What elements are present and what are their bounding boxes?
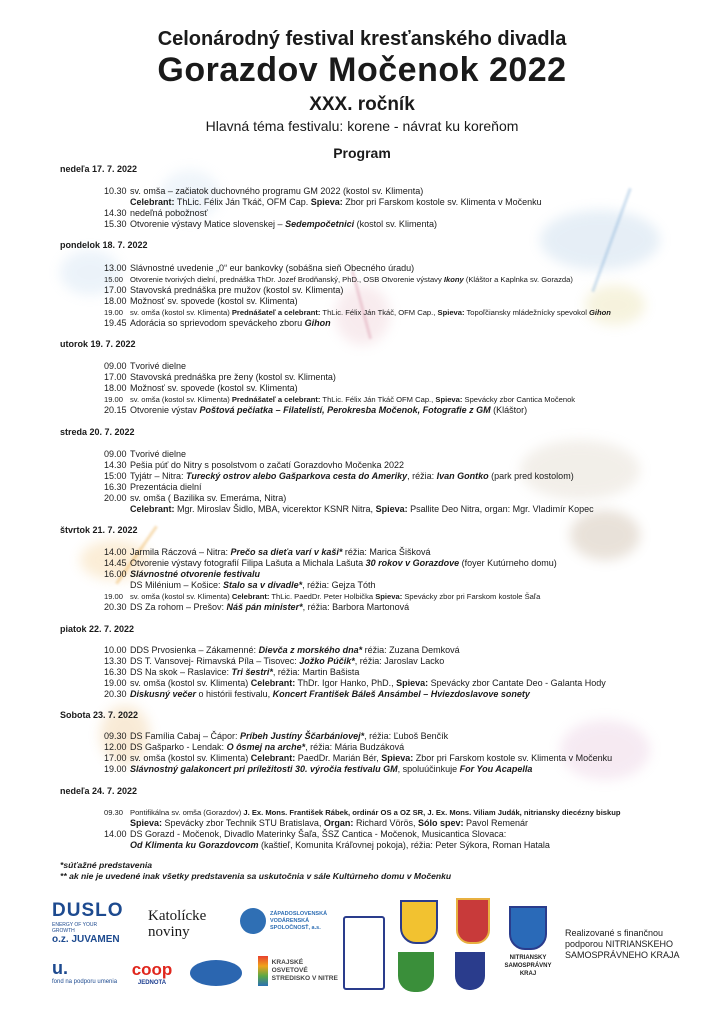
event-time: 12.00 — [104, 742, 127, 752]
water-drop-icon — [240, 908, 266, 934]
kos-mark-icon — [258, 956, 268, 986]
program-item — [104, 285, 343, 296]
event-description: Celebrant: Mgr. Miroslav Šidlo, MBA, vicerektor KSNR Nitra, Spieva: Psallite Deo Nitra, organ: Mgr. Vladimír Kopec — [130, 504, 594, 514]
event-time: 16.00 — [104, 569, 127, 579]
watercolor-splash — [560, 720, 650, 780]
funding-note: Realizované s finančnou podporou NITRIANSKEHO SAMOSPRÁVNEHO KRAJA — [565, 928, 680, 960]
event-time: 17.00 — [104, 372, 127, 382]
day-header: utorok 19. 7. 2022 — [60, 339, 136, 349]
footnote-venue: ** ak nie je uvedené inak všetky predstavenia sa uskutočnia v sále Kultúrneho domu v Močenku — [60, 871, 452, 881]
event-description: sv. omša (kostol sv. Klimenta) Celebrant: ThLic. PaedDr. Peter Holbička Spieva: Spevácky zbor pri Farskom kostole Šaľa — [130, 592, 541, 601]
program-item — [130, 818, 528, 829]
event-description: Tvorivé dielne — [130, 361, 187, 371]
program-item — [130, 504, 594, 515]
event-time: 15:00 — [104, 471, 127, 481]
event-description: sv. omša ( Bazilika sv. Emeráma, Nitra) — [130, 493, 287, 503]
program-item — [104, 731, 448, 742]
event-time: 14.30 — [104, 460, 127, 470]
event-description: DS Milénium – Košice: Stalo sa v divadle*, réžia: Gejza Tóth — [130, 580, 376, 590]
vodarenska-logo: ZÁPADOSLOVENSKÁ VODÁRENSKÁ SPOLOČNOSŤ, a.s. — [240, 908, 330, 934]
watercolor-splash — [570, 510, 640, 560]
event-time: 20.30 — [104, 689, 127, 699]
program-item — [104, 807, 621, 818]
program-item — [104, 678, 606, 689]
event-description: Slávnostné uvedenie „0“ eur bankovky (sobášna sieň Obecného úradu) — [130, 263, 415, 273]
program-item — [104, 274, 573, 285]
kos-logo: KRAJSKÉ OSVETOVÉ STREDISKO V NITRE — [258, 956, 338, 986]
event-time: 19.45 — [104, 318, 127, 328]
festival-title: Gorazdov Močenok 2022 — [157, 51, 567, 89]
event-time: 13.00 — [104, 263, 127, 273]
program-item — [104, 460, 404, 471]
event-description: nedeľná pobožnosť — [130, 208, 208, 218]
event-description: DS T. Vansovej- Rimavská Píla – Tisovec: Jožko Púčik*, réžia: Jaroslav Lacko — [130, 656, 445, 666]
program-item — [104, 372, 336, 383]
edition-label: XXX. ročník — [309, 94, 415, 115]
event-description: Tyjátr – Nitra: Turecký ostrov alebo Gašparkova cesta do Ameriky, réžia: Ivan Gontko (park pred kostolom) — [130, 471, 574, 481]
program-item — [104, 394, 575, 405]
event-time: 17.00 — [104, 753, 127, 763]
event-time: 09.30 — [104, 808, 124, 817]
event-time: 20.00 — [104, 493, 127, 503]
event-time: 16.30 — [104, 667, 127, 677]
program-item — [104, 449, 186, 460]
event-description: DDS Prvosienka – Zákamenné: Dievča z morského dna* réžia: Zuzana Demková — [130, 645, 460, 655]
program-item — [104, 383, 298, 394]
day-header: pondelok 18. 7. 2022 — [60, 240, 148, 250]
day-header: nedeľa 17. 7. 2022 — [60, 164, 138, 174]
program-item — [104, 645, 460, 656]
event-description: Slávnostné otvorenie festivalu — [130, 569, 261, 579]
nsk-logo: NITRIANSKY SAMOSPRÁVNY KRAJ — [503, 906, 553, 978]
event-description: sv. omša (kostol sv. Klimenta) Prednášateľ a celebrant: ThLic. Félix Ján Tkáč OFM Cap., Spieva: Spevácky zbor Cantica Močenok — [130, 395, 576, 404]
event-description: Od Klimenta ku Gorazdovcom (kaštieľ, Komunita Kráľovnej pokoja), réžia: Peter Sýkora, Roman Hatala — [130, 840, 550, 850]
event-description: Pešia púť do Nitry s posolstvom o začatí Gorazdovho Močenka 2022 — [130, 460, 405, 470]
event-description: DS Gorazd - Močenok, Divadlo Materinky Šaľa, ŠSZ Cantica - Močenok, Musicantica Slovaca: — [130, 829, 507, 839]
program-item — [104, 361, 186, 372]
event-description: DS Família Cabaj – Čápor: Príbeh Justíny Ščarbániovej*, réžia: Ľuboš Benčík — [130, 731, 449, 741]
nsk-shield-icon — [509, 906, 547, 950]
event-description: Spieva: Spevácky zbor Technik STU Bratislava, Organ: Richard Vörös, Sólo spev: Pavol Remenár — [130, 818, 529, 828]
watercolor-splash — [520, 440, 640, 500]
event-description: DS Za rohom – Prešov: Náš pán minister*, réžia: Barbora Martonová — [130, 602, 410, 612]
event-description: DS Na skok – Raslavice: Tri šestri*, réžia: Martin Bašista — [130, 667, 360, 677]
day-header: Sobota 23. 7. 2022 — [60, 710, 139, 720]
event-description: Stavovská prednáška pre ženy (kostol sv. Klimenta) — [130, 372, 336, 382]
event-time: 19.00 — [104, 764, 127, 774]
event-time: 09.00 — [104, 361, 127, 371]
program-item — [104, 742, 404, 753]
event-time: 10.00 — [104, 645, 127, 655]
event-description: DS Gašparko - Lendak: O ôsmej na arche*, réžia: Mária Budzáková — [130, 742, 405, 752]
program-item — [104, 296, 298, 307]
gorazdov-emblem — [343, 916, 385, 990]
event-time: 09.30 — [104, 731, 127, 741]
event-description: Diskusný večer o histórii festivalu, Koncert František Báleš Ansámbel – Hviezdoslavove sonety — [130, 689, 530, 699]
event-time: 19.00 — [104, 308, 124, 317]
program-item — [104, 208, 208, 219]
program-item — [104, 186, 423, 197]
footnote-competition: *súťažné predstavenia — [60, 860, 153, 870]
katolicke-noviny-logo: Katolícke noviny — [148, 908, 207, 940]
program-item — [130, 580, 375, 591]
event-time: 16.30 — [104, 482, 127, 492]
program-item — [104, 602, 409, 613]
event-time: 14.00 — [104, 547, 127, 557]
event-description: Slávnostný galakoncert pri príležitosti 30. výročia festivalu GM, spoluúčinkuje For You Acapella — [130, 764, 533, 774]
event-description: Prezentácia dielní — [130, 482, 202, 492]
event-time: 13.30 — [104, 656, 127, 666]
program-item — [104, 307, 611, 318]
event-description: Celebrant: ThLic. Félix Ján Tkáč, OFM Cap. Spieva: Zbor pri Farskom kostole sv. Klimenta v Močenku — [130, 197, 542, 207]
crest-icon — [400, 900, 438, 944]
event-description: Možnosť sv. spovede (kostol sv. Klimenta) — [130, 383, 298, 393]
parish-crest-icon — [398, 952, 434, 992]
program-item — [104, 569, 260, 580]
event-description: Stavovská prednáška pre mužov (kostol sv. Klimenta) — [130, 285, 344, 295]
event-description: Otvorenie tvorivých dielní, prednáška ThDr. Jozef Brodňanský, PhD., OSB Otvorenie výstavy Ikony (Kláštor a Kaplnka sv. Gorazda) — [130, 275, 573, 284]
duslo-logo: DUSLO ENERGY OF YOUR GROWTH o.z. JUVAMEN — [52, 900, 124, 945]
program-item — [104, 667, 359, 678]
event-description: Adorácia so sprievodom speváckeho zboru Gihon — [130, 318, 331, 328]
event-description: Tvorivé dielne — [130, 449, 187, 459]
program-item — [104, 591, 540, 602]
event-description: sv. omša (kostol sv. Klimenta) Celebrant: PaedDr. Marián Bér, Spieva: Zbor pri Farskom kostole sv. Klimenta v Močenku — [130, 753, 613, 763]
day-header: streda 20. 7. 2022 — [60, 427, 135, 437]
program-item — [104, 471, 574, 482]
program-item — [104, 689, 530, 700]
program-item — [130, 197, 542, 208]
event-description: Otvorenie výstav Poštová pečiatka – Filatelistí, Perokresba Močenok, Fotografie z GM (Kláštor) — [130, 405, 528, 415]
event-time: 20.15 — [104, 405, 127, 415]
event-time: 15.00 — [104, 275, 124, 284]
event-description: Pontifikálna sv. omša (Gorazdov) J. Ex. Mons. František Rábek, ordinár OS a OZ SR, J. Ex. Mons. Viliam Judák, nitriansky diecézny biskup — [130, 808, 621, 817]
wave-logo — [190, 960, 242, 986]
event-description: sv. omša (kostol sv. Klimenta) Prednášateľ a celebrant: ThLic. Félix Ján Tkáč, OFM Cap., Spieva: Topoľčiansky mládežnícky spevokol Gihon — [130, 308, 611, 317]
event-time: 17.00 — [104, 285, 127, 295]
event-description: sv. omša (kostol sv. Klimenta) Celebrant: ThDr. Igor Hanko, PhD., Spieva: Spevácky zbor Cantate Deo - Galanta Hody — [130, 678, 606, 688]
event-description: Možnosť sv. spovede (kostol sv. Klimenta) — [130, 296, 298, 306]
order-crest-icon — [455, 952, 485, 990]
event-time: 20.30 — [104, 602, 127, 612]
fund-logo: u. fond na podporu umenia — [52, 958, 118, 985]
program-heading: Program — [333, 145, 391, 161]
event-time: 14.45 — [104, 558, 127, 568]
program-item — [104, 405, 527, 416]
program-item — [130, 840, 550, 851]
day-header: štvrtok 21. 7. 2022 — [60, 525, 138, 535]
coop-jednota-logo: coop JEDNOTA — [131, 960, 173, 986]
event-time: 19.00 — [104, 592, 124, 601]
event-time: 14.30 — [104, 208, 127, 218]
program-item — [104, 263, 414, 274]
day-header: nedeľa 24. 7. 2022 — [60, 786, 138, 796]
bishop-crest-icon — [456, 898, 490, 944]
program-item — [104, 493, 286, 504]
program-item — [104, 829, 506, 840]
event-time: 10.30 — [104, 186, 127, 196]
event-time: 18.00 — [104, 296, 127, 306]
event-description: sv. omša – začiatok duchovného programu GM 2022 (kostol sv. Klimenta) — [130, 186, 424, 196]
event-description: Otvorenie výstavy Matice slovenskej – Sedempočetnici (kostol sv. Klimenta) — [130, 219, 437, 229]
festival-subtitle: Celonárodný festival kresťanského divadla — [157, 28, 567, 50]
program-item — [104, 318, 331, 329]
event-time: 15.30 — [104, 219, 127, 229]
program-item — [104, 219, 437, 230]
program-item — [104, 482, 202, 493]
event-description: Otvorenie výstavy fotografií Filipa Lašuta a Michala Lašuta 30 rokov v Gorazdove (foyer Kutúrneho domu) — [130, 558, 557, 568]
program-item — [104, 558, 557, 569]
event-time: 18.00 — [104, 383, 127, 393]
event-time: 19.00 — [104, 678, 127, 688]
program-item — [104, 547, 430, 558]
program-item — [104, 656, 444, 667]
theme-line: Hlavná téma festivalu: korene - návrat ku koreňom — [205, 118, 519, 134]
program-item — [104, 764, 532, 775]
program-item — [104, 753, 612, 764]
watercolor-splash — [540, 210, 660, 270]
event-time: 09.00 — [104, 449, 127, 459]
event-time: 14.00 — [104, 829, 127, 839]
event-time: 19.00 — [104, 395, 124, 404]
event-description: Jarmila Ráczová – Nitra: Prečo sa dieťa varí v kaši* réžia: Marica Šišková — [130, 547, 431, 557]
day-header: piatok 22. 7. 2022 — [60, 624, 135, 634]
